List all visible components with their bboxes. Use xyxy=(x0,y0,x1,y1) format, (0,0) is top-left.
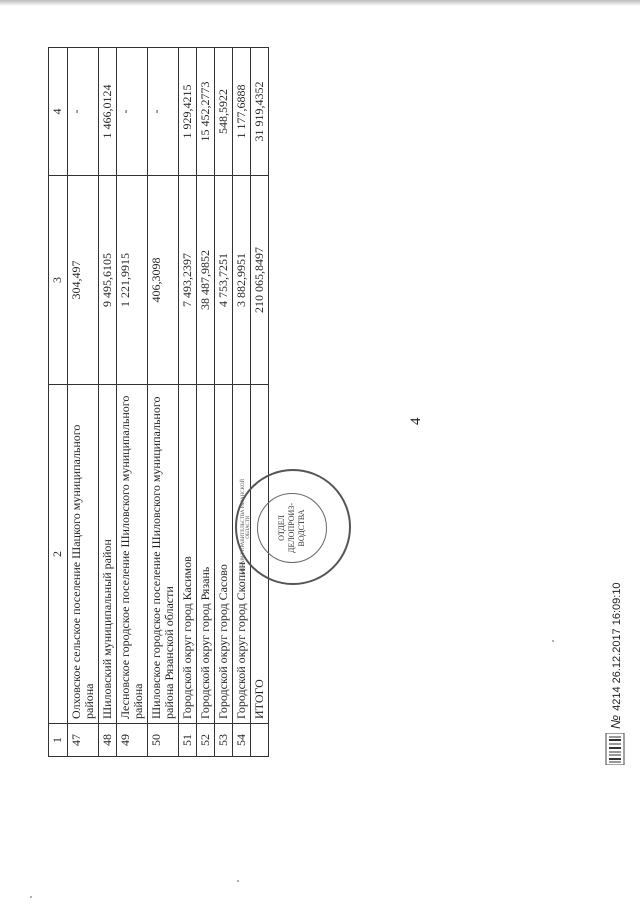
value-col4: - xyxy=(148,48,179,176)
value-col3: 9 495,6105 xyxy=(99,176,117,385)
table-row xyxy=(215,48,233,757)
table-total-row xyxy=(251,48,269,757)
header-cell: 1 xyxy=(49,724,68,757)
municipality-name: Городской округ город Скопин xyxy=(233,385,251,724)
row-number: 54 xyxy=(233,724,251,757)
value-col4: - xyxy=(117,48,148,176)
table-row xyxy=(68,48,99,757)
value-col3: 3 882,9951 xyxy=(233,176,251,385)
barcode-icon xyxy=(604,733,626,765)
row-number: 50 xyxy=(148,724,179,757)
municipality-name: Городской округ город Сасово xyxy=(215,385,233,724)
value-col3: 406,3098 xyxy=(148,176,179,385)
municipality-name: Олховское сельское поселение Шацкого муниципального района xyxy=(68,385,99,724)
stamp-line: ОТДЕЛ xyxy=(277,515,286,541)
municipality-name: Лесновское городское поселение Шиловского муниципального района xyxy=(117,385,148,724)
stamp-line: ДЕЛОПРОИЗ- xyxy=(287,503,296,553)
row-number: 53 xyxy=(215,724,233,757)
header-cell: 2 xyxy=(49,385,68,724)
header-cell: 4 xyxy=(49,48,68,176)
municipality-name: Городской округ город Рязань xyxy=(197,385,215,724)
number-sign: № xyxy=(608,714,623,729)
value-col3: 38 487,9852 xyxy=(197,176,215,385)
table-header-row xyxy=(49,48,68,757)
value-col4: 1 929,4215 xyxy=(179,48,197,176)
total-label: ИТОГО xyxy=(251,385,269,724)
header-cell: 3 xyxy=(49,176,68,385)
registration-text: 4214 26.12.2017 16:09:10 xyxy=(611,582,623,711)
value-col4: 15 452,2773 xyxy=(197,48,215,176)
value-col3: 7 493,2397 xyxy=(179,176,197,385)
allocation-table xyxy=(48,47,269,757)
stamp-ring-text: АППАРАТ ПРАВИТЕЛЬСТВА РЯЗАНСКОЙ ОБЛАСТИ xyxy=(241,478,251,576)
value-col4: 548,5922 xyxy=(215,48,233,176)
municipality-name: Шиловский муниципальный район xyxy=(99,385,117,724)
municipality-name: Шиловское городское поселение Шиловского муниципального района Рязанской области xyxy=(148,385,179,724)
value-col4: - xyxy=(68,48,99,176)
total-col4: 31 919,4352 xyxy=(251,48,269,176)
table-row xyxy=(99,48,117,757)
row-number: 51 xyxy=(179,724,197,757)
table-row xyxy=(197,48,215,757)
row-number xyxy=(251,724,269,757)
office-stamp xyxy=(235,469,351,585)
value-col4: 1 177,6888 xyxy=(233,48,251,176)
row-number: 49 xyxy=(117,724,148,757)
table-row xyxy=(179,48,197,757)
total-col3: 210 065,8497 xyxy=(251,176,269,385)
value-col3: 4 753,7251 xyxy=(215,176,233,385)
municipality-name: Городской округ город Касимов xyxy=(179,385,197,724)
table-row xyxy=(117,48,148,757)
stamp-center xyxy=(257,493,327,563)
value-col4: 1 466,0124 xyxy=(99,48,117,176)
registration-mark xyxy=(608,582,623,729)
value-col3: 1 221,9915 xyxy=(117,176,148,385)
page-number: 4 xyxy=(408,417,424,425)
row-number: 52 xyxy=(197,724,215,757)
row-number: 47 xyxy=(68,724,99,757)
row-number: 48 xyxy=(99,724,117,757)
table-row xyxy=(233,48,251,757)
value-col3: 304,497 xyxy=(68,176,99,385)
table-row xyxy=(148,48,179,757)
stamp-line: ВОДСТВА xyxy=(297,509,306,547)
